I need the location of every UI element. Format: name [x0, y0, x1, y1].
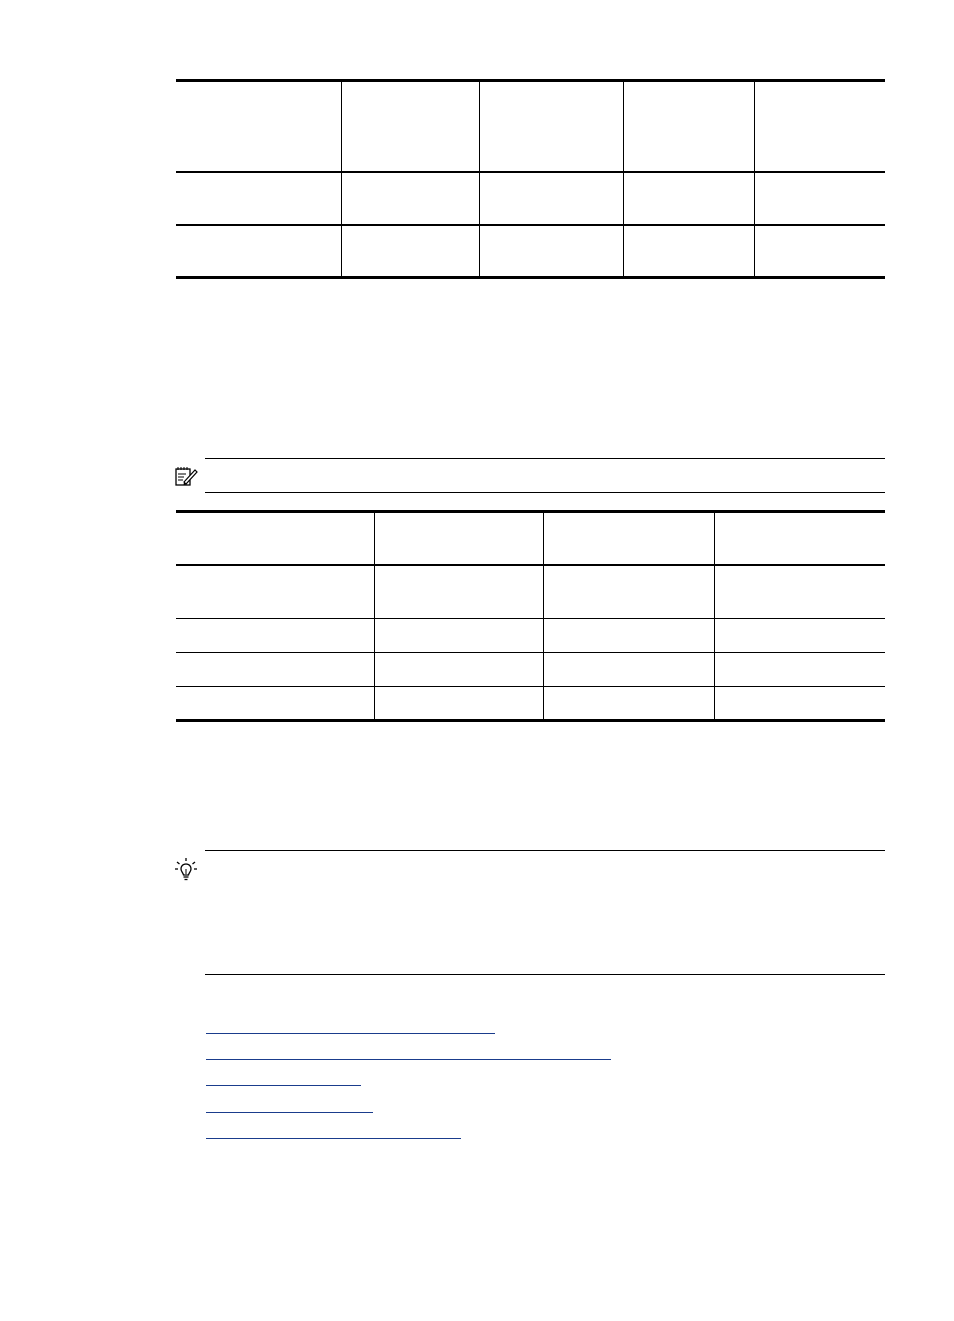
link-item[interactable]	[206, 1059, 611, 1060]
tip-bottom-rule	[205, 974, 885, 975]
table-1-col-divider	[479, 82, 480, 276]
table-2-row-rule	[176, 652, 885, 653]
link-item[interactable]	[206, 1033, 495, 1034]
table-1-header-rule	[176, 171, 885, 173]
table-1-col-divider	[754, 82, 755, 276]
note-top-rule	[205, 458, 885, 459]
table-2-bottom-rule	[176, 719, 885, 722]
table-2-header-rule	[176, 564, 885, 566]
tip-top-rule	[205, 850, 885, 851]
table-2-row-rule	[176, 686, 885, 687]
table-1-bottom-rule	[176, 276, 885, 279]
note-pencil-icon	[174, 464, 198, 488]
table-2-col-divider	[714, 513, 715, 719]
table-2-top-rule	[176, 510, 885, 513]
table-2-col-divider	[374, 513, 375, 719]
table-2-col-divider	[543, 513, 544, 719]
table-1-col-divider	[341, 82, 342, 276]
link-item[interactable]	[206, 1112, 373, 1113]
link-item[interactable]	[206, 1138, 461, 1139]
table-2-row-rule	[176, 618, 885, 619]
table-1-row-rule	[176, 224, 885, 226]
table-1-col-divider	[623, 82, 624, 276]
note-bottom-rule	[205, 492, 885, 493]
link-item[interactable]	[206, 1085, 361, 1086]
table-1-top-rule	[176, 79, 885, 82]
lightbulb-icon	[174, 857, 198, 883]
